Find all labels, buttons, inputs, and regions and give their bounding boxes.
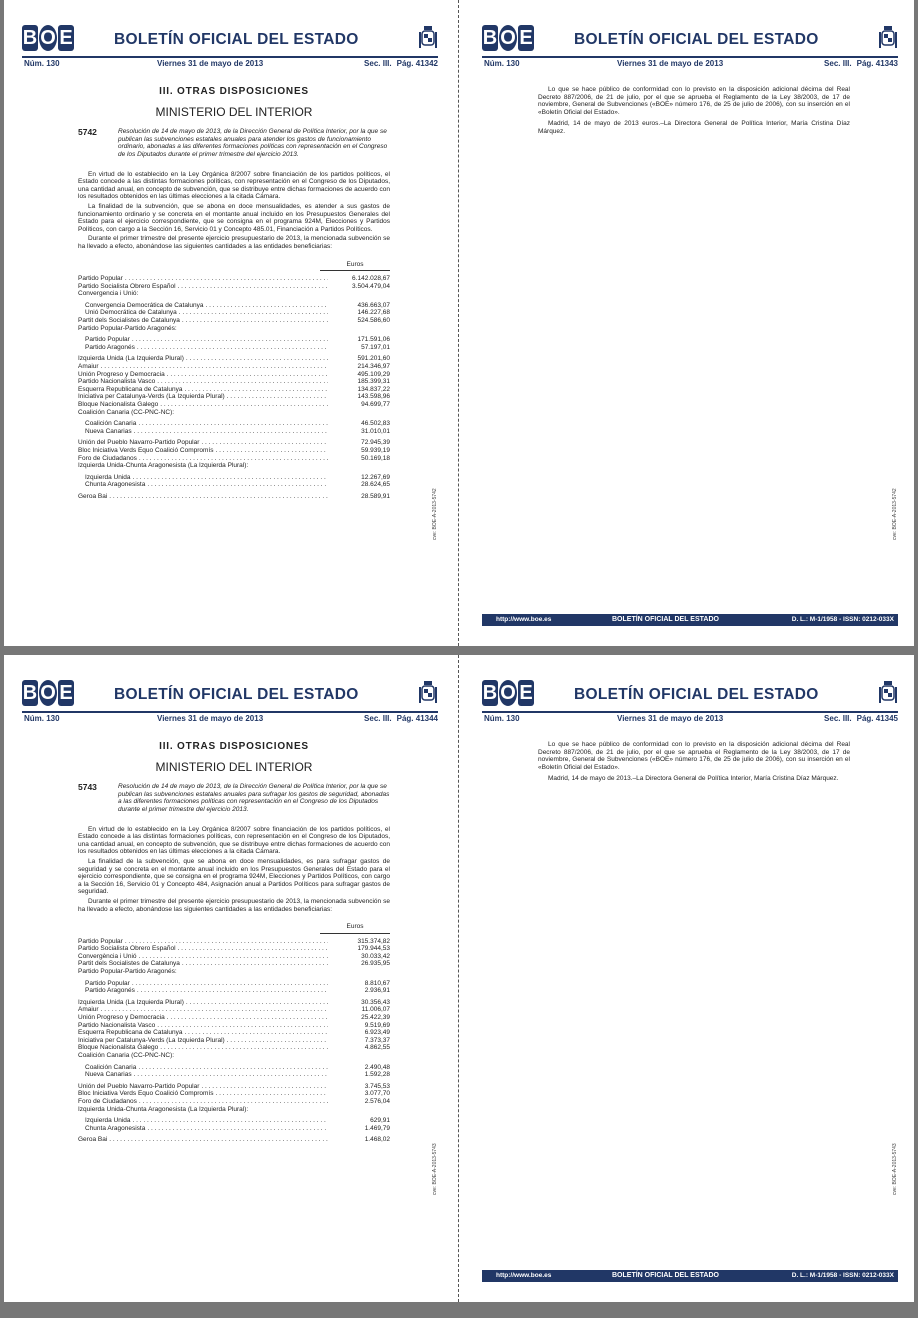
boe-logo: B O E bbox=[482, 27, 533, 49]
beneficiary-name: Izquierda Unida bbox=[85, 473, 131, 481]
paragraph: Lo que se hace público de conformidad con lo previsto en la disposición adicional décima del Real Decreto 887/2006, de 21 de julio, por el que se aprueba el Reglamento de la Ley 38/2003, de 17 de noviembre, General de Subvenciones («BOE» número 176, de 25 de julio de 2006), con su inserción en el «Boletín Oficial del Estado». bbox=[538, 86, 850, 116]
table-row bbox=[78, 386, 390, 394]
table-row bbox=[78, 999, 390, 1007]
amount: 30.033,42 bbox=[361, 952, 390, 960]
beneficiary-name: Izquierda Unida (La Izquierda Plural) bbox=[78, 998, 184, 1006]
table-row bbox=[78, 455, 390, 463]
dot-leader bbox=[147, 1125, 328, 1133]
beneficiary-name: Geroa Bai bbox=[78, 1136, 108, 1144]
beneficiary-name: Chunta Aragonesista bbox=[85, 481, 146, 489]
amount: 12.267,69 bbox=[361, 473, 390, 481]
page-41344 bbox=[4, 655, 450, 1302]
beneficiary-name: Chunta Aragonesista bbox=[85, 1124, 146, 1132]
issue-number: Núm. 130 bbox=[484, 59, 520, 68]
beneficiary-name: Partit dels Socialistes de Catalunya bbox=[78, 960, 180, 968]
table-row bbox=[78, 378, 390, 386]
page-header bbox=[22, 22, 438, 68]
beneficiary-name: Partido Aragonés bbox=[85, 987, 135, 995]
table-row bbox=[78, 1044, 390, 1052]
table-row bbox=[78, 439, 390, 447]
beneficiary-name: Partido Popular bbox=[85, 336, 130, 344]
amount: 591.201,60 bbox=[357, 355, 390, 363]
dot-leader bbox=[182, 317, 328, 325]
beneficiary-name: Partido Popular-Partido Aragonés: bbox=[78, 968, 177, 976]
beneficiary-name: Partido Nacionalista Vasco bbox=[78, 1021, 156, 1029]
header-title: BOLETÍN OFICIAL DEL ESTADO bbox=[574, 31, 819, 48]
table-row bbox=[78, 1052, 390, 1060]
beneficiary-name: Bloc Iniciativa Verds Equo Coalició Compromís bbox=[78, 446, 214, 454]
amount: 11.006,07 bbox=[361, 1006, 390, 1014]
table-row bbox=[78, 336, 390, 344]
resolution bbox=[78, 128, 390, 158]
signature-paragraph: Madrid, 14 de mayo de 2013.–La Directora General de Política Interior, María Cristina Díaz Márquez. bbox=[548, 775, 839, 783]
dot-leader bbox=[184, 1029, 328, 1037]
page-header bbox=[482, 677, 898, 723]
amount: 3.745,53 bbox=[364, 1082, 390, 1090]
beneficiary-name: Izquierda Unida-Chunta Aragonesista (La Izquierda Plural): bbox=[78, 1105, 249, 1113]
table-row bbox=[78, 363, 390, 371]
amount: 50.169,18 bbox=[361, 454, 390, 462]
beneficiary-name: Izquierda Unida-Chunta Aragonesista (La Izquierda Plural): bbox=[78, 462, 249, 470]
beneficiary-name: Izquierda Unida bbox=[85, 1117, 131, 1125]
amount: 28.624,65 bbox=[361, 481, 390, 489]
amount: 7.373,37 bbox=[364, 1036, 390, 1044]
fold-line bbox=[458, 655, 459, 1302]
dot-leader bbox=[157, 1022, 328, 1030]
table-row bbox=[78, 325, 390, 333]
dot-leader bbox=[132, 980, 328, 988]
table-row bbox=[78, 474, 390, 482]
ministry-heading: MINISTERIO DEL INTERIOR bbox=[155, 104, 313, 119]
resolution-number: 5742 bbox=[78, 127, 97, 138]
beneficiary-name: Amaiur bbox=[78, 1006, 99, 1014]
amount: 495.109,29 bbox=[357, 370, 390, 378]
resolution-summary: Resolución de 14 de mayo de 2013, de la Dirección General de Política Interior, por la que se publican las subvenciones estatales anuales para atender los gastos de funcionamiento ordinario, abonadas a las diferentes formaciones políticas con representación en el Congreso de los Diputados durante el primer trimestre del ejercicio 2013. bbox=[118, 128, 388, 158]
beneficiary-name: Convergència i Unió bbox=[78, 952, 137, 960]
table-row bbox=[78, 420, 390, 428]
issue-date: Viernes 31 de mayo de 2013 bbox=[157, 59, 264, 68]
dot-leader bbox=[134, 428, 328, 436]
paragraph: Lo que se hace público de conformidad con lo previsto en la disposición adicional décima del Real Decreto 887/2006, de 21 de julio, por el que se aprueba el Reglamento de la Ley 38/2003, de 17 de noviembre, General de Subvenciones («BOE» número 176, de 25 de julio de 2006), con su inserción en el «Boletín Oficial del Estado». bbox=[538, 741, 850, 771]
table-row bbox=[78, 1125, 390, 1133]
beneficiary-name: Esquerra Republicana de Catalunya bbox=[78, 385, 183, 393]
beneficiary-name: Nueva Canarias bbox=[85, 427, 132, 435]
section-page: Sec. III. Pág. 41342 bbox=[364, 59, 438, 68]
dot-leader bbox=[133, 474, 328, 482]
paragraph: Durante el primer trimestre del presente ejercicio presupuestario de 2013, la mencionada subvención se ha llevado a efecto, abonándose las siguientes cantidades a las entidades beneficiarias: bbox=[78, 235, 390, 250]
amount: 72.945,39 bbox=[361, 439, 390, 447]
section-heading: III. OTRAS DISPOSICIONES bbox=[159, 86, 309, 97]
beneficiary-name: Coalición Canaria (CC-PNC-NC): bbox=[78, 408, 175, 416]
beneficiary-name: Foro de Ciudadanos bbox=[78, 1097, 137, 1105]
footer-url-link[interactable]: http://www.boe.es bbox=[496, 616, 552, 623]
header-title: BOLETÍN OFICIAL DEL ESTADO bbox=[114, 686, 359, 703]
beneficiary-name: Coalición Canaria (CC-PNC-NC): bbox=[78, 1052, 175, 1059]
boe-logo: B O E bbox=[22, 682, 73, 704]
paragraph: Durante el primer trimestre del presente ejercicio presupuestario de 2013, la mencionada subvención se ha llevado a efecto, abonándose las siguientes cantidades a las entidades beneficiarias: bbox=[78, 897, 390, 913]
dot-leader bbox=[132, 336, 328, 344]
amount: 436.663,07 bbox=[357, 301, 390, 309]
issue-date: Viernes 31 de mayo de 2013 bbox=[617, 59, 724, 68]
table-row bbox=[78, 290, 390, 298]
paragraph: La finalidad de la subvención, que se abona en doce mensualidades, es atender a sus gastos de funcionamiento ordinario y se concreta en el montante anual incluido en los Presupuestos Generales del Estado para el ejercicio correspondiente, que se consigna en el programa 924M, Elecciones y Partidos Políticos, con cargo a la Sección 16, Servicio 01 y Concepto 485.01, Financiación a Partidos Políticos. bbox=[78, 202, 390, 233]
table-row bbox=[78, 1117, 390, 1125]
amount: 179.944,53 bbox=[357, 945, 390, 953]
dot-leader bbox=[139, 455, 328, 463]
coat-of-arms-icon bbox=[878, 679, 898, 709]
amount: 57.197,01 bbox=[361, 343, 390, 351]
header-meta bbox=[22, 58, 438, 72]
footer-title: BOLETÍN OFICIAL DEL ESTADO bbox=[612, 1272, 719, 1279]
dot-leader bbox=[101, 363, 328, 371]
dot-leader bbox=[137, 987, 328, 995]
table-row bbox=[78, 953, 390, 961]
signature-paragraph: Madrid, 14 de mayo de 2013 euros.–La Directora General de Política Interior, María Cristina Díaz Márquez. bbox=[538, 120, 850, 135]
amount: 2.576,04 bbox=[364, 1097, 390, 1105]
page-header bbox=[482, 22, 898, 68]
amount: 3.077,70 bbox=[364, 1090, 390, 1098]
amount: 4.862,55 bbox=[364, 1044, 390, 1052]
table-row bbox=[78, 309, 390, 317]
issue-number: Núm. 130 bbox=[24, 714, 60, 723]
table-row bbox=[78, 1083, 390, 1091]
dot-leader bbox=[109, 493, 328, 501]
dot-leader bbox=[227, 393, 328, 401]
beneficiary-name: Bloc Iniciativa Verds Equo Coalició Compromís bbox=[78, 1090, 214, 1098]
section-heading: III. OTRAS DISPOSICIONES bbox=[159, 741, 309, 752]
beneficiary-name: Partit dels Socialistes de Catalunya bbox=[78, 317, 180, 325]
table-row bbox=[78, 481, 390, 489]
cve-code: cve: BOE-A-2013-5743 bbox=[892, 1143, 898, 1195]
page-footer bbox=[482, 614, 898, 626]
amount: 146.227,68 bbox=[357, 309, 390, 317]
sheet-bottom bbox=[4, 655, 914, 1302]
table-row bbox=[78, 1037, 390, 1045]
beneficiary-name: Foro de Ciudadanos bbox=[78, 454, 137, 462]
table-row bbox=[78, 302, 390, 310]
table-row bbox=[78, 462, 390, 470]
table-row bbox=[78, 987, 390, 995]
dot-leader bbox=[215, 447, 328, 455]
dot-leader bbox=[186, 355, 328, 363]
dot-leader bbox=[101, 1006, 328, 1014]
dot-leader bbox=[109, 1136, 328, 1144]
dot-leader bbox=[137, 344, 328, 352]
beneficiary-name: Partido Nacionalista Vasco bbox=[78, 378, 156, 386]
footer-url-link[interactable]: http://www.boe.es bbox=[496, 1272, 552, 1279]
beneficiary-name: Partido Socialista Obrero Español bbox=[78, 945, 176, 953]
dot-leader bbox=[227, 1037, 328, 1045]
dot-leader bbox=[186, 999, 328, 1007]
header-meta bbox=[482, 58, 898, 72]
beneficiary-name: Coalición Canaria bbox=[85, 420, 137, 428]
issue-date: Viernes 31 de mayo de 2013 bbox=[617, 714, 724, 723]
amount: 8.810,67 bbox=[364, 979, 390, 987]
resolution-summary: Resolución de 14 de mayo de 2013, de la Dirección General de Política Interior, por la que se publican las subvenciones estatales anuales para sufragar los gastos de seguridad, abonadas a las diferentes formaciones políticas con representación en el Congreso de los Diputados durante el primer trimestre del ejercicio 2013. bbox=[118, 783, 390, 813]
page-41342 bbox=[4, 0, 450, 646]
cve-code: cve: BOE-A-2013-5742 bbox=[892, 488, 898, 540]
coat-of-arms-icon bbox=[878, 24, 898, 54]
table-row bbox=[78, 317, 390, 325]
table-row bbox=[78, 493, 390, 501]
table-row bbox=[78, 1071, 390, 1079]
page-content bbox=[538, 86, 850, 138]
dot-leader bbox=[178, 945, 328, 953]
beneficiary-name: Amaiur bbox=[78, 363, 99, 371]
dot-leader bbox=[139, 1098, 328, 1106]
resolution-number: 5743 bbox=[78, 782, 97, 793]
amount: 1.469,79 bbox=[364, 1124, 390, 1132]
header-title: BOLETÍN OFICIAL DEL ESTADO bbox=[114, 31, 359, 48]
dot-leader bbox=[134, 1071, 328, 1079]
amount: 25.422,39 bbox=[361, 1014, 390, 1022]
cve-code: cve: BOE-A-2013-5742 bbox=[432, 488, 438, 540]
beneficiary-name: Partido Popular bbox=[85, 979, 130, 987]
amount: 3.504.479,04 bbox=[352, 282, 390, 290]
footer-legal: D. L.: M-1/1958 - ISSN: 0212-033X bbox=[791, 616, 894, 623]
table-row bbox=[78, 1029, 390, 1037]
amount: 9.519,69 bbox=[364, 1021, 390, 1029]
paragraph: La finalidad de la subvención, que se abona en doce mensualidades, es para sufragar gastos de seguridad y se concreta en el montante anual incluido en los Presupuestos Generales del Estado para el ejercicio correspondiente, que se consigna en el programa 924M, Elecciones y Partidos Políticos, con cargo a la Sección 16, Servicio 01 y Concepto 484, Asignación anual a Partidos Políticos para sufragar gastos de seguridad. bbox=[78, 857, 390, 896]
paragraph: En virtud de lo establecido en la Ley Orgánica 8/2007 sobre financiación de los partidos políticos, el Estado concede a las distintas formaciones políticas, con representación en el Congreso de los Diputados, una cantidad anual, en concepto de subvención, que se distribuye entre dichas formaciones de acuerdo con los resultados obtenidos en las últimas elecciones a la citada Cámara. bbox=[78, 825, 390, 856]
amount: 46.502,83 bbox=[361, 420, 390, 428]
beneficiary-name: Partido Aragonés bbox=[85, 343, 135, 351]
amount: 94.699,77 bbox=[361, 401, 390, 408]
dot-leader bbox=[138, 420, 328, 428]
ministry-heading: MINISTERIO DEL INTERIOR bbox=[155, 759, 313, 774]
beneficiary-name: Nueva Canarias bbox=[85, 1071, 132, 1079]
amount: 185.399,31 bbox=[357, 378, 390, 386]
coat-of-arms-icon bbox=[418, 679, 438, 709]
amount: 214.346,97 bbox=[357, 363, 390, 371]
beneficiary-name: Convergencia Democrática de Catalunya bbox=[85, 301, 204, 309]
beneficiary-name: Partido Popular bbox=[78, 275, 123, 283]
dot-leader bbox=[179, 309, 328, 317]
beneficiary-name: Partido Popular-Partido Aragonés: bbox=[78, 324, 177, 332]
dot-leader bbox=[167, 371, 328, 379]
issue-date: Viernes 31 de mayo de 2013 bbox=[157, 714, 264, 723]
fold-line bbox=[458, 0, 459, 646]
table-row bbox=[78, 409, 390, 417]
header-meta bbox=[482, 713, 898, 727]
table-row bbox=[78, 968, 390, 976]
amount: 2.490,48 bbox=[364, 1063, 390, 1071]
page-content bbox=[78, 86, 390, 501]
table-row bbox=[78, 447, 390, 455]
beneficiary-name: Convergencia i Unió: bbox=[78, 290, 139, 298]
beneficiary-name: Partido Popular bbox=[78, 937, 123, 945]
amount: 6.923,49 bbox=[364, 1029, 390, 1037]
amount: 143.598,96 bbox=[357, 393, 390, 401]
header-meta bbox=[22, 713, 438, 727]
amount: 629,91 bbox=[370, 1117, 390, 1125]
resolution bbox=[78, 783, 390, 813]
table-row bbox=[78, 401, 390, 409]
dot-leader bbox=[160, 1044, 328, 1052]
beneficiary-name: Iniciativa per Catalunya-Verds (La Izquierda Plural) bbox=[78, 1036, 225, 1044]
amount: 6.142.028,67 bbox=[352, 275, 390, 283]
amount: 59.939,19 bbox=[361, 446, 390, 454]
table-row bbox=[78, 393, 390, 401]
table-row bbox=[78, 1106, 390, 1114]
dot-leader bbox=[206, 302, 328, 310]
amount: 31.010,01 bbox=[361, 427, 390, 435]
beneficiaries-table bbox=[78, 923, 390, 1144]
amount: 171.591,06 bbox=[357, 336, 390, 344]
table-row bbox=[78, 945, 390, 953]
dot-leader bbox=[215, 1090, 328, 1098]
page-header bbox=[22, 677, 438, 723]
page-41343 bbox=[464, 0, 910, 646]
table-row bbox=[78, 1014, 390, 1022]
table-row bbox=[78, 1006, 390, 1014]
beneficiary-name: Esquerra Republicana de Catalunya bbox=[78, 1029, 183, 1037]
beneficiary-name: Bloque Nacionalista Galego bbox=[78, 1044, 159, 1052]
beneficiary-name: Unión Progreso y Democracia bbox=[78, 370, 165, 378]
table-row bbox=[78, 428, 390, 436]
beneficiary-name: Unió Democrática de Catalunya bbox=[85, 309, 177, 317]
amount: 315.374,82 bbox=[357, 937, 390, 945]
table-row bbox=[78, 1022, 390, 1030]
issue-number: Núm. 130 bbox=[484, 714, 520, 723]
amount: 134.837,22 bbox=[357, 385, 390, 393]
coat-of-arms-icon bbox=[418, 24, 438, 54]
dot-leader bbox=[178, 283, 328, 291]
dot-leader bbox=[201, 1083, 328, 1091]
beneficiary-name: Partido Socialista Obrero Español bbox=[78, 282, 176, 290]
page-content bbox=[78, 741, 390, 1144]
boe-logo: B O E bbox=[482, 682, 533, 704]
dot-leader bbox=[184, 386, 328, 394]
dot-leader bbox=[160, 401, 328, 409]
section-page: Sec. III. Pág. 41343 bbox=[824, 59, 898, 68]
amount: 26.935,95 bbox=[361, 960, 390, 968]
dot-leader bbox=[167, 1014, 328, 1022]
paragraph: En virtud de lo establecido en la Ley Orgánica 8/2007 sobre financiación de los partidos políticos, el Estado concede a las distintas formaciones políticas, con representación en el Congreso de los Diputados, una cantidad anual, en concepto de subvención, que se distribuye entre dichas formaciones de acuerdo con los resultados obtenidos en las últimas elecciones a la citada Cámara. bbox=[78, 170, 390, 201]
dot-leader bbox=[182, 960, 328, 968]
beneficiary-name: Izquierda Unida (La Izquierda Plural) bbox=[78, 355, 184, 363]
sheet-top bbox=[4, 0, 914, 646]
beneficiary-name: Unión del Pueblo Navarro-Partido Popular bbox=[78, 439, 200, 447]
table-row bbox=[78, 960, 390, 968]
dot-leader bbox=[201, 439, 328, 447]
beneficiary-name: Geroa Bai bbox=[78, 492, 108, 500]
amount: 30.356,43 bbox=[361, 998, 390, 1006]
table-row bbox=[78, 1136, 390, 1144]
dot-leader bbox=[125, 275, 328, 283]
beneficiary-name: Iniciativa per Catalunya-Verds (La Izquierda Plural) bbox=[78, 393, 225, 401]
beneficiary-name: Unión Progreso y Democracia bbox=[78, 1014, 165, 1022]
footer-title: BOLETÍN OFICIAL DEL ESTADO bbox=[612, 616, 719, 623]
dot-leader bbox=[147, 481, 328, 489]
amount: 524.586,60 bbox=[357, 317, 390, 325]
dot-leader bbox=[138, 1064, 328, 1072]
page-41345 bbox=[464, 655, 910, 1302]
section-page: Sec. III. Pág. 41345 bbox=[824, 714, 898, 723]
table-row bbox=[78, 283, 390, 291]
table-row bbox=[78, 1098, 390, 1106]
boe-logo: B O E bbox=[22, 27, 73, 49]
page-content bbox=[538, 741, 850, 785]
footer-legal: D. L.: M-1/1958 - ISSN: 0212-033X bbox=[791, 1272, 894, 1279]
beneficiary-name: Coalición Canaria bbox=[85, 1063, 137, 1071]
amount: 1.592,28 bbox=[364, 1071, 390, 1079]
dot-leader bbox=[139, 953, 328, 961]
dot-leader bbox=[133, 1117, 328, 1125]
table-row bbox=[78, 355, 390, 363]
currency-header: Euros bbox=[320, 923, 390, 934]
cve-code: cve: BOE-A-2013-5743 bbox=[432, 1143, 438, 1195]
issue-number: Núm. 130 bbox=[24, 59, 60, 68]
dot-leader bbox=[157, 378, 328, 386]
amount: 28.589,91 bbox=[361, 492, 390, 500]
table-row bbox=[78, 980, 390, 988]
header-title: BOLETÍN OFICIAL DEL ESTADO bbox=[574, 686, 819, 703]
table-row bbox=[78, 938, 390, 946]
page-footer bbox=[482, 1270, 898, 1282]
beneficiary-name: Bloque Nacionalista Galego bbox=[78, 401, 159, 408]
table-row bbox=[78, 275, 390, 283]
table-row bbox=[78, 344, 390, 352]
beneficiary-name: Unión del Pueblo Navarro-Partido Popular bbox=[78, 1082, 200, 1090]
table-row bbox=[78, 371, 390, 379]
table-row bbox=[78, 1090, 390, 1098]
table-row bbox=[78, 1064, 390, 1072]
amount: 1.468,02 bbox=[364, 1136, 390, 1144]
beneficiaries-table bbox=[78, 261, 390, 501]
section-page: Sec. III. Pág. 41344 bbox=[364, 714, 438, 723]
amount: 2.936,91 bbox=[364, 987, 390, 995]
currency-header: Euros bbox=[320, 261, 390, 272]
dot-leader bbox=[125, 938, 328, 946]
